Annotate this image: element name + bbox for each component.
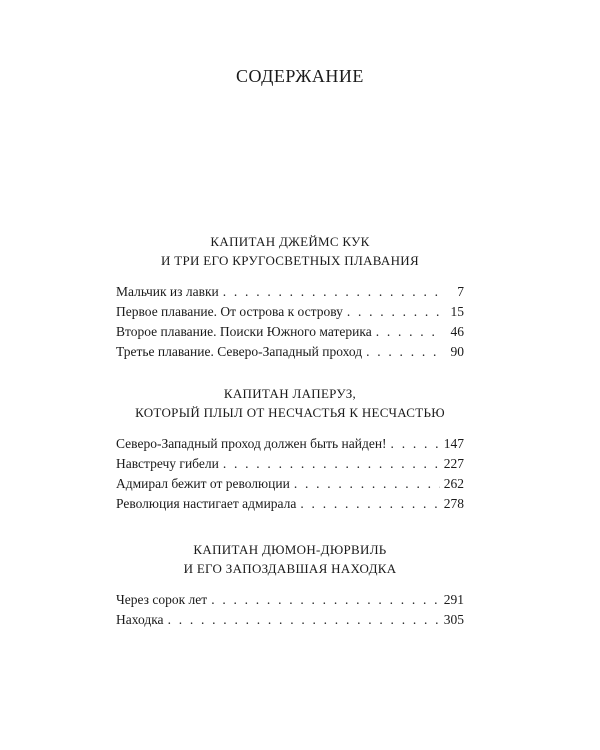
- dot-leader: [223, 456, 440, 472]
- toc-entry-page: 90: [450, 344, 464, 359]
- dot-leader: [168, 612, 440, 628]
- toc-entry-page: 147: [443, 436, 464, 451]
- dot-leader: [223, 284, 440, 300]
- toc-entry-title: Адмирал бежит от революции: [116, 476, 290, 491]
- dot-leader: [300, 496, 439, 512]
- section-heading: [116, 232, 464, 270]
- section-heading: [116, 384, 464, 422]
- toc-entry-page: 291: [443, 592, 464, 607]
- section-heading-line-2: И ТРИ ЕГО КРУГОСВЕТНЫХ ПЛАВАНИЯ: [161, 253, 419, 268]
- toc-entry-title: Революция настигает адмирала: [116, 496, 297, 511]
- toc-section-cook: [116, 232, 464, 364]
- toc-entry-title: Первое плавание. От острова к острову: [116, 304, 343, 319]
- toc-entry: [116, 324, 464, 344]
- dot-leader: [294, 476, 440, 492]
- section-heading-line-1: КАПИТАН ДЖЕЙМС КУК: [210, 234, 370, 249]
- toc-entry: [116, 284, 464, 304]
- section-heading: [116, 540, 464, 578]
- toc-entry-page: 305: [443, 612, 464, 627]
- toc-entry: [116, 344, 464, 364]
- toc-entry: [116, 456, 464, 476]
- toc-entry-title: Мальчик из лавки: [116, 284, 219, 299]
- toc-section-laperouse: [116, 384, 464, 516]
- toc-entry: [116, 436, 464, 456]
- dot-leader: [376, 324, 440, 340]
- toc-entry: [116, 612, 464, 632]
- toc-entry: [116, 496, 464, 516]
- toc-section-dumont-durville: [116, 540, 464, 632]
- section-heading-line-1: КАПИТАН ЛАПЕРУЗ,: [223, 386, 357, 401]
- toc-entry-list: [116, 436, 464, 516]
- toc-entry-list: [116, 284, 464, 364]
- toc-entry-title: Северо-Западный проход должен быть найден!: [116, 436, 387, 451]
- dot-leader: [366, 344, 440, 360]
- toc-entry-page: 227: [443, 456, 464, 471]
- toc-entry-title: Навстречу гибели: [116, 456, 219, 471]
- dot-leader: [347, 304, 440, 320]
- dot-leader: [391, 436, 440, 452]
- toc-entry-title: Через сорок лет: [116, 592, 208, 607]
- toc-entry-title: Находка: [116, 612, 164, 627]
- section-heading-line-2: И ЕГО ЗАПОЗДАВШАЯ НАХОДКА: [183, 561, 397, 576]
- toc-entry-page: 278: [443, 496, 464, 511]
- section-heading-line-2: КОТОРЫЙ ПЛЫЛ ОТ НЕСЧАСТЬЯ К НЕСЧАСТЬЮ: [135, 405, 445, 420]
- toc-entry-title: Второе плавание. Поиски Южного материка: [116, 324, 372, 339]
- toc-entry-page: 262: [443, 476, 464, 491]
- toc-entry-title: Третье плавание. Северо-Западный проход: [116, 344, 363, 359]
- toc-entry-page: 7: [457, 284, 464, 299]
- section-heading-line-1: КАПИТАН ДЮМОН-ДЮРВИЛЬ: [193, 542, 387, 557]
- dot-leader: [211, 592, 440, 608]
- toc-entry: [116, 304, 464, 324]
- toc-entry-page: 46: [450, 324, 464, 339]
- toc-entry-page: 15: [450, 304, 464, 319]
- toc-entry-list: [116, 592, 464, 632]
- page-title: СОДЕРЖАНИЕ: [236, 66, 364, 86]
- toc-entry: [116, 476, 464, 496]
- toc-entry: [116, 592, 464, 612]
